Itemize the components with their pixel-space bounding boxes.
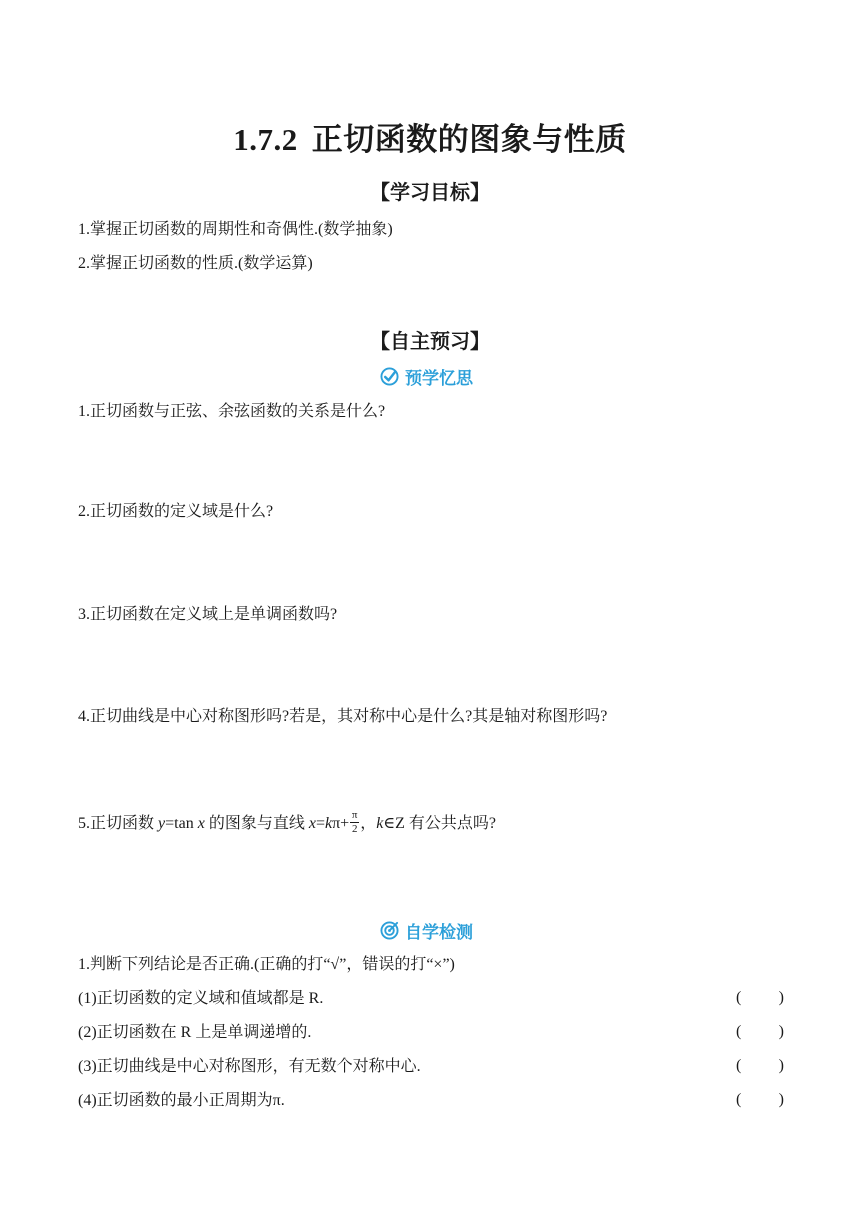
goal-item-2: 2.掌握正切函数的性质.(数学运算) — [78, 255, 313, 272]
paren-close: ) — [778, 1057, 784, 1074]
var-x: x — [308, 815, 316, 833]
answer-blank-3[interactable] — [736, 1057, 784, 1075]
check-circle-icon — [380, 367, 399, 386]
fraction-denominator: 2 — [351, 823, 358, 835]
learning-goals-heading: 【学习目标】 — [370, 180, 490, 204]
recall-question-3: 3.正切函数在定义域上是单调函数吗? — [78, 606, 338, 623]
judgement-item-4: (4)正切函数的最小正周期为π. — [78, 1092, 285, 1109]
judgement-item-3: (3)正切曲线是中心对称图形，有无数个对称中心. — [78, 1058, 421, 1075]
paren-close: ) — [778, 989, 784, 1006]
self-preview-heading: 【自主预习】 — [370, 329, 490, 353]
var-k: k — [324, 815, 333, 833]
recall-question-5 — [78, 809, 497, 837]
goal-item-1: 1.掌握正切函数的周期性和奇偶性.(数学抽象) — [78, 221, 393, 238]
self-test-intro: 1.判断下列结论是否正确.(正确的打“√”，错误的打“×”) — [78, 956, 455, 973]
self-test-label: 自学检测 — [405, 923, 473, 943]
paren-open: ( — [736, 989, 742, 1006]
pi-over-2-fraction — [350, 810, 359, 835]
recall-question-4: 4.正切曲线是中心对称图形吗?若是，其对称中心是什么?其是轴对称图形吗? — [78, 708, 608, 725]
recall-question-2: 2.正切函数的定义域是什么? — [78, 503, 274, 520]
answer-blank-1[interactable] — [736, 989, 784, 1007]
q5-tan: =tan — [165, 815, 198, 833]
recall-label: 预学忆思 — [405, 369, 473, 389]
var-y: y — [158, 815, 166, 833]
title-text: 正切函数的图象与性质 — [311, 122, 627, 158]
paren-close: ) — [778, 1023, 784, 1040]
target-icon — [380, 921, 399, 940]
q5-suffix: ∈Z 有公共点吗? — [383, 815, 497, 833]
q5-prefix: 5.正切函数 — [78, 815, 159, 833]
q5-equals: = — [315, 815, 325, 833]
self-test-subheading — [380, 918, 473, 943]
judgement-item-2: (2)正切函数在 R 上是单调递增的. — [78, 1024, 312, 1041]
page-title — [0, 114, 860, 159]
q5-pi-plus: π+ — [332, 815, 350, 833]
judgement-item-1: (1)正切函数的定义域和值域都是 R. — [78, 990, 324, 1007]
answer-blank-4[interactable] — [736, 1091, 784, 1109]
paren-open: ( — [736, 1057, 742, 1074]
var-x: x — [197, 815, 205, 833]
answer-blank-2[interactable] — [736, 1023, 784, 1041]
recall-subheading — [380, 364, 473, 389]
fraction-numerator: π — [351, 809, 358, 821]
var-k: k — [376, 815, 384, 833]
q5-comma: ， — [360, 815, 377, 833]
paren-close: ) — [778, 1091, 784, 1108]
recall-question-1: 1.正切函数与正弦、余弦函数的关系是什么? — [78, 403, 386, 420]
paren-open: ( — [736, 1091, 742, 1108]
paren-open: ( — [736, 1023, 742, 1040]
q5-mid: 的图象与直线 — [204, 815, 309, 833]
section-number: 1.7.2 — [233, 122, 298, 157]
